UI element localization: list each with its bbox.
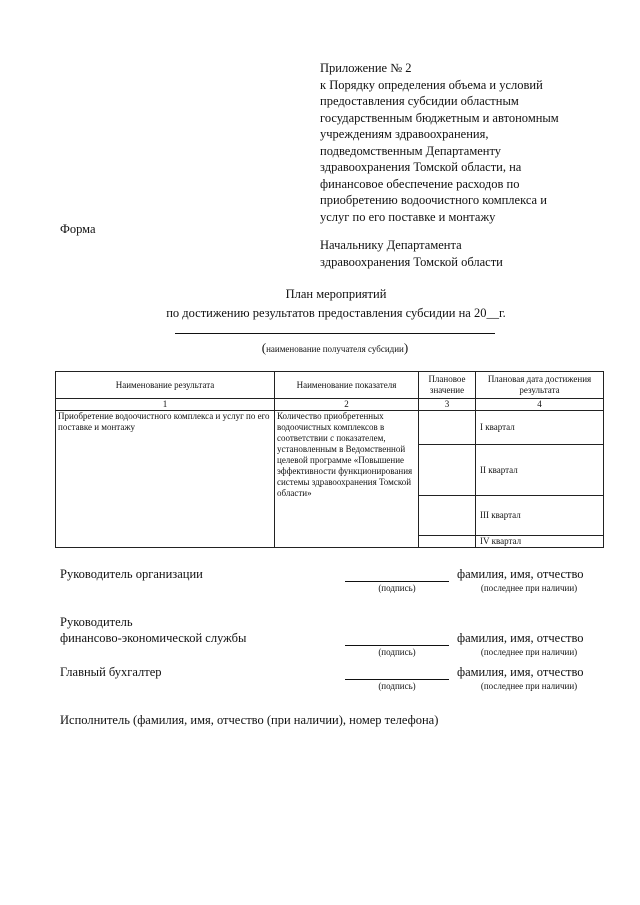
signature-label: финансово-экономической службы <box>60 631 247 645</box>
appendix-line: здравоохранения Томской области, на <box>320 160 522 174</box>
recipient-caption: (наименование получателя субсидии) <box>261 340 409 355</box>
planned-value-cell[interactable] <box>419 496 476 536</box>
plan-table <box>55 371 604 548</box>
signature-line[interactable] <box>345 581 449 582</box>
result-name-cell: Приобретение водоочистного комплекса и услуг по его поставке и монтажу <box>56 411 275 548</box>
column-number-row <box>56 399 604 411</box>
quarter-cell: IV квартал <box>476 536 604 548</box>
executor-line: Исполнитель (фамилия, имя, отчество (при наличии), номер телефона) <box>60 713 439 727</box>
appendix-line: приобретению водоочистного комплекса и <box>320 193 547 207</box>
signature-label: Главный бухгалтер <box>60 665 162 679</box>
appendix-line: государственным бюджетным и автономным <box>320 110 559 125</box>
signature-line[interactable] <box>345 679 449 680</box>
appendix-line: учреждениям здравоохранения, <box>320 127 489 141</box>
signature-caption: (подпись) <box>378 583 416 593</box>
indicator-name-cell: Количество приобретенных водоочистных комплексов в соответствии с показателем, установленным в Ведомственной целевой программе «Повышение эффективности функционирования системы здравоохранения Томской области» <box>275 411 419 548</box>
appendix-line: Приложение № 2 <box>320 61 412 75</box>
signature-label: Руководитель <box>60 615 133 629</box>
planned-value-cell[interactable] <box>419 445 476 496</box>
table-header-row <box>56 372 604 399</box>
signature-label: Руководитель организации <box>60 567 203 581</box>
header-planned-date: Плановая дата достижения результата <box>476 372 604 399</box>
quarter-cell: III квартал <box>476 496 604 536</box>
fio-label: фамилия, имя, отчество <box>457 567 584 581</box>
planned-value-cell[interactable] <box>419 536 476 548</box>
appendix-header <box>320 60 620 225</box>
appendix-line: к Порядку определения объема и условий <box>320 77 543 92</box>
form-label: Форма <box>60 222 96 236</box>
appendix-line: услуг по его поставке и монтажу <box>320 209 496 224</box>
signature-caption: (подпись) <box>378 647 416 657</box>
recipient-name-line[interactable] <box>175 333 495 334</box>
column-number: 1 <box>56 399 275 411</box>
signature-caption: (подпись) <box>378 681 416 691</box>
fio-label: фамилия, имя, отчество <box>457 665 584 679</box>
page-title: План мероприятий <box>285 287 387 301</box>
appendix-line: подведомственным Департаменту <box>320 143 502 158</box>
appendix-line: финансовое обеспечение расходов по <box>320 176 520 191</box>
addressee-line1: Начальнику Департамента <box>320 238 462 252</box>
column-number: 3 <box>419 399 476 411</box>
recipient-caption-text: наименование получателя субсидии <box>266 344 404 354</box>
quarter-cell: II квартал <box>476 445 604 496</box>
column-number: 4 <box>476 399 604 411</box>
fio-caption: (последнее при наличии) <box>480 681 578 691</box>
column-number: 2 <box>275 399 419 411</box>
header-indicator-name: Наименование показателя <box>275 372 419 399</box>
signature-line[interactable] <box>345 645 449 646</box>
fio-caption: (последнее при наличии) <box>480 647 578 657</box>
header-planned-value: Плановое значение <box>419 372 476 399</box>
addressee-block <box>320 237 503 270</box>
fio-label: фамилия, имя, отчество <box>457 631 584 645</box>
page-subtitle: по достижению результатов предоставления субсидии на 20__г. <box>166 306 506 320</box>
table-row <box>56 411 604 445</box>
planned-value-cell[interactable] <box>419 411 476 445</box>
fio-caption: (последнее при наличии) <box>480 583 578 593</box>
appendix-line: предоставления субсидии областным <box>320 94 519 108</box>
quarter-cell: I квартал <box>476 411 604 445</box>
addressee-line2: здравоохранения Томской области <box>320 254 503 269</box>
header-result-name: Наименование результата <box>56 372 275 399</box>
